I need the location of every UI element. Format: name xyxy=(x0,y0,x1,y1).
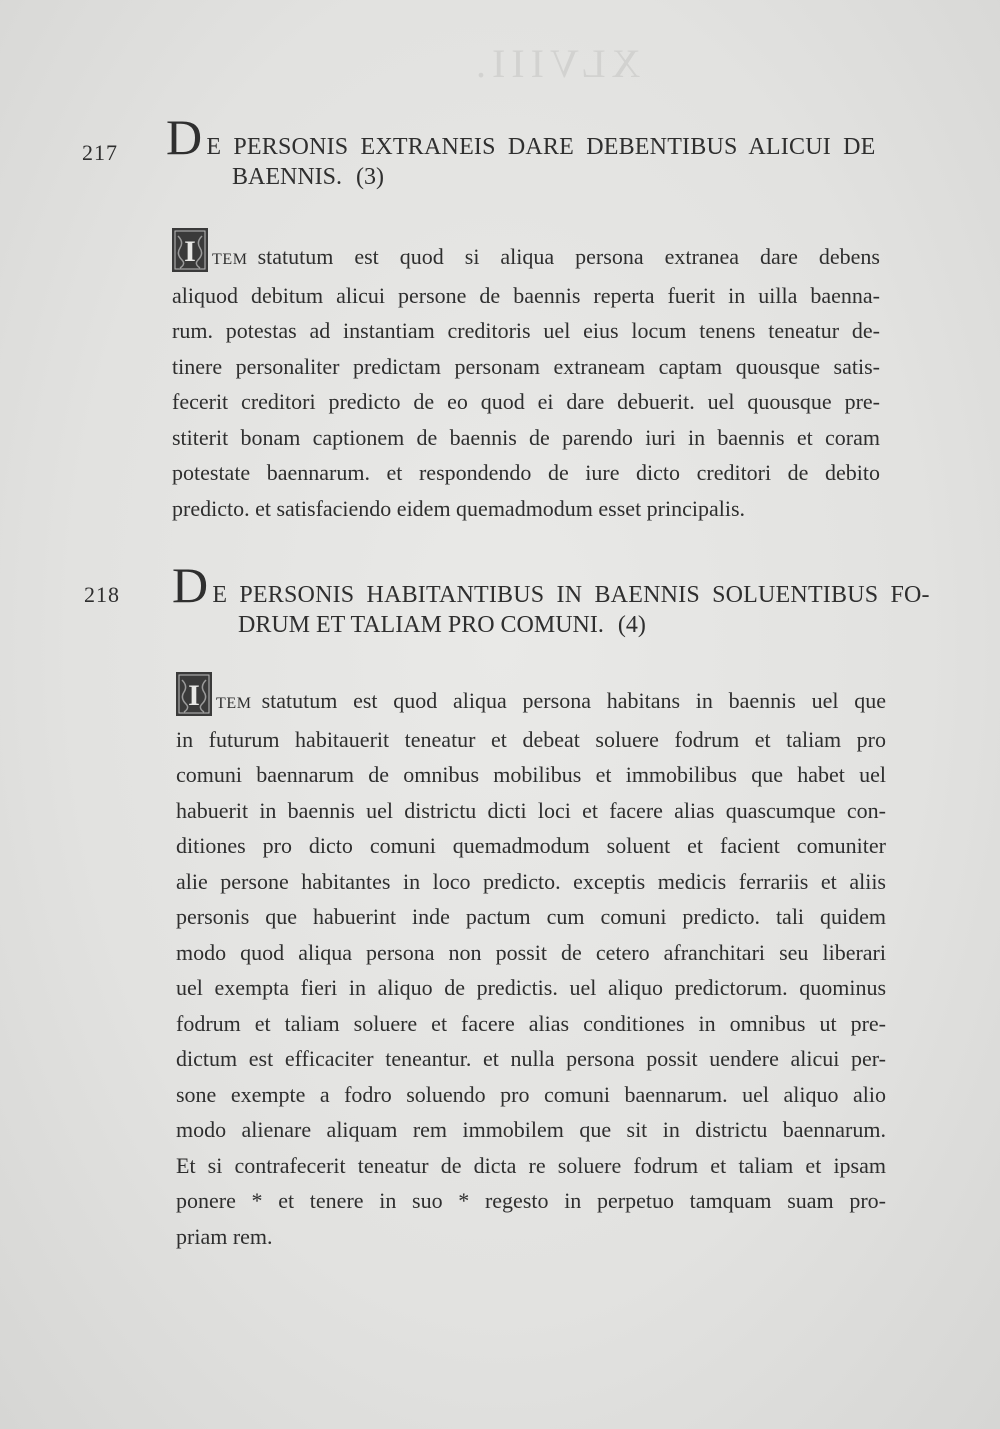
incipit: TEM xyxy=(212,251,248,268)
text-line: in futurum habitauerit teneatur et debeat soluere fodrum et taliam pro xyxy=(176,726,886,752)
article-number-218: 218 xyxy=(84,582,120,607)
text-line: statutum est quod si aliqua persona extranea dare debens xyxy=(257,244,880,269)
heading-text-line2: DRUM ET TALIAM PRO COMUNI. xyxy=(238,612,604,638)
text-line: potestate baennarum. et respondendo de iure dicto creditori de debito xyxy=(172,460,880,485)
decorated-initial-icon xyxy=(172,228,208,272)
text-line: fodrum et taliam soluere et facere alias conditiones in omnibus ut pre- xyxy=(176,1010,886,1036)
text-line: rum. potestas ad instantiam creditoris uel eius locum tenens teneatur de- xyxy=(172,318,880,343)
text-line: personis que habuerint inde pactum cum comuni predicto. tali quidem xyxy=(176,904,886,929)
text-line: statutum est quod aliqua persona habitans in baennis uel que xyxy=(261,688,886,713)
article-body-217 xyxy=(172,228,880,526)
text-line: habuerit in baennis uel districtu dicti loci et facere alias quascumque con- xyxy=(176,797,886,823)
text-line: modo alienare aliquam rem immobilem que sit in districtu baennarum. xyxy=(176,1117,886,1142)
footnote-marker: (4) xyxy=(617,612,646,638)
text-line: priam rem. xyxy=(176,1223,273,1249)
incipit: TEM xyxy=(216,695,252,712)
text-line: ponere * et tenere in suo * regesto in perpetuo tamquam suam pro- xyxy=(176,1188,886,1213)
text-line: Et si contrafecerit teneatur de dicta re soluere fodrum et taliam et ipsam xyxy=(176,1152,886,1178)
article-heading-218 xyxy=(172,557,930,639)
article-body-218 xyxy=(176,672,886,1254)
text-line: comuni baennarum de omnibus mobilibus et immobilibus que habet uel xyxy=(176,762,886,787)
decorated-initial-icon xyxy=(176,672,212,716)
text-line: predicto. et satisfaciendo eidem quemadmodum esset principalis. xyxy=(172,495,746,521)
text-line: sone exempte a fodro soluendo pro comuni baennarum. uel aliquo alio xyxy=(176,1081,886,1107)
heading-text-line2: BAENNIS. xyxy=(232,164,343,190)
decorated-initial-letter: I xyxy=(188,679,200,712)
footnote-marker: (3) xyxy=(356,164,384,190)
text-line: uel exempta fieri in aliquo de predictis. uel aliquo predictorum. quominus xyxy=(176,975,886,1000)
article-number-217: 217 xyxy=(82,140,118,165)
text-line: stiterit bonam captionem de baennis de parendo iuri in baennis et coram xyxy=(172,424,880,450)
heading-text: E PERSONIS EXTRANEIS DARE DEBENTIBUS ALICUI DE xyxy=(206,134,876,160)
heading-text: E PERSONIS HABITANTIBUS IN BAENNIS SOLUENTIBUS FO- xyxy=(212,582,930,608)
text-line: dictum est efficaciter teneantur. et nulla persona possit uendere alicui per- xyxy=(176,1046,886,1071)
heading-initial: D xyxy=(172,557,209,613)
text-line: alie persone habitantes in loco predicto. exceptis medicis ferrariis et aliis xyxy=(176,868,886,894)
article-heading-217 xyxy=(166,109,876,191)
text-line: tinere personaliter predictam personam extraneam captam quousque satis- xyxy=(172,353,880,379)
text-line: fecerit creditori predicto de eo quod ei dare debuerit. uel quousque pre- xyxy=(172,389,880,414)
show-through-running-head: XLVIII. xyxy=(470,41,641,86)
text-line: aliquod debitum alicui persone de baennis reperta fuerit in uilla baenna- xyxy=(172,282,880,308)
decorated-initial-letter: I xyxy=(184,235,196,268)
text-line: ditiones pro dicto comuni quemadmodum soluent et facient comuniter xyxy=(176,833,886,858)
heading-initial: D xyxy=(166,109,203,165)
text-line: modo quod aliqua persona non possit de cetero afranchitari seu liberari xyxy=(176,939,886,965)
